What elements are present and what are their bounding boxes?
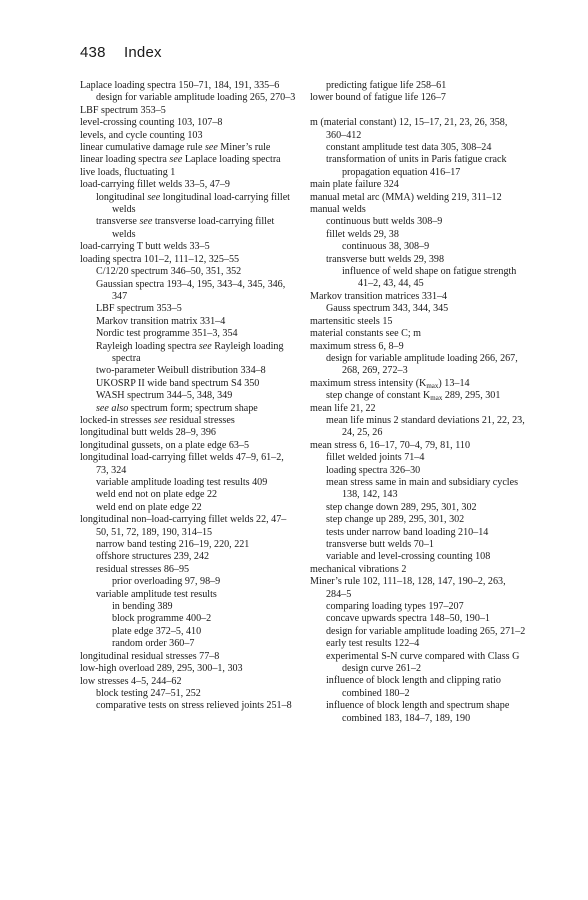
- entry-text: Rayleigh loading spectra: [96, 340, 199, 352]
- entry-text: Laplace loading spectra: [182, 154, 281, 166]
- index-subentry: comparative tests on stress relieved joints 251–8: [96, 700, 292, 712]
- index-subentry: [80, 403, 298, 415]
- entry-gap: [310, 105, 528, 117]
- index-entry: live loads, fluctuating 1: [80, 166, 176, 178]
- index-entry: longitudinal non–load-carrying fillet welds 22, 47–50, 51, 72, 189, 190, 314–15: [80, 514, 287, 538]
- index-subentry: continuous 38, 308–9: [342, 241, 430, 253]
- cross-reference-marker: see: [198, 340, 212, 352]
- entry-text: Miner’s rule: [217, 142, 271, 154]
- index-entry: longitudinal gussets, on a plate edge 63–5: [80, 439, 250, 451]
- index-subentry: mean life minus 2 standard deviations 21, 22, 23, 24, 25, 26: [326, 414, 525, 439]
- index-subentry: early test results 122–4: [326, 638, 420, 650]
- index-entry: [80, 415, 298, 427]
- index-entry: loading spectra 101–2, 111–12, 325–55: [80, 253, 240, 265]
- index-subentry: [310, 390, 528, 402]
- index-subentry: constant amplitude test data 305, 308–24: [326, 142, 492, 154]
- index-entry: load-carrying T butt welds 33–5: [80, 241, 210, 253]
- page-number: 438: [80, 44, 106, 61]
- index-subentry: fillet welds 29, 38: [326, 228, 399, 240]
- index-entry: Miner’s rule 102, 111–18, 128, 147, 190–2, 263, 284–5: [310, 576, 506, 600]
- cross-reference-marker: see: [139, 216, 153, 228]
- index-subentry: residual stresses 86–95: [96, 563, 190, 575]
- index-subentry: weld end on plate edge 22: [96, 501, 202, 513]
- index-subentry: [80, 216, 298, 241]
- index-entry: [310, 378, 528, 390]
- index-subentry: influence of weld shape on fatigue strength 41–2, 43, 44, 45: [342, 266, 517, 290]
- index-subentry: Gaussian spectra 193–4, 195, 343–4, 345, 346, 347: [96, 278, 286, 302]
- index-subentry: block testing 247–51, 252: [96, 687, 201, 699]
- index-subentry: tests under narrow band loading 210–14: [326, 526, 489, 538]
- index-subentry: predicting fatigue life 258–61: [326, 80, 447, 91]
- index-entry: lower bound of fatigue life 126–7: [310, 92, 446, 104]
- index-entry: level-crossing counting 103, 107–8: [80, 117, 223, 129]
- index-subentry: block programme 400–2: [112, 613, 212, 625]
- entry-text: Rayleigh loading spectra: [112, 340, 284, 364]
- index-subentry: variable amplitude test results: [96, 588, 217, 600]
- index-subentry: transverse butt welds 70–1: [326, 539, 434, 551]
- index-subentry: WASH spectrum 344–5, 348, 349: [96, 390, 233, 402]
- index-entry: mechanical vibrations 2: [310, 563, 407, 575]
- index-entry: longitudinal butt welds 28–9, 396: [80, 427, 216, 439]
- index-subentry: fillet welded joints 71–4: [326, 452, 425, 464]
- index-entry: maximum stress 6, 8–9: [310, 340, 404, 352]
- index-subentry: variable and level-crossing counting 108: [326, 551, 491, 563]
- index-entry: [80, 154, 298, 166]
- index-entry: levels, and cycle counting 103: [80, 129, 203, 141]
- index-entry: low-high overload 289, 295, 300–1, 303: [80, 663, 243, 675]
- index-subentry: two-parameter Weibull distribution 334–8: [96, 365, 266, 377]
- cross-reference-marker: see: [154, 414, 167, 426]
- index-subentry: LBF spectrum 353–5: [96, 303, 182, 315]
- index-subentry: transverse butt welds 29, 398: [326, 253, 445, 265]
- entry-text: 289, 295, 301: [442, 390, 501, 402]
- cross-reference-marker: see: [169, 154, 183, 166]
- index-entry: [80, 142, 298, 154]
- index-entry: mean stress 6, 16–17, 70–4, 79, 81, 110: [310, 439, 470, 451]
- entry-text: spectrum form; spectrum shape: [128, 402, 258, 414]
- entry-text: step change of constant K: [326, 390, 431, 402]
- index-subentry: Markov transition matrix 331–4: [96, 315, 226, 327]
- index-subentry: in bending 389: [112, 601, 173, 613]
- index-entry: main plate failure 324: [310, 179, 399, 191]
- index-entry: martensitic steels 15: [310, 315, 393, 327]
- cross-reference-marker: see also: [96, 402, 129, 414]
- index-subentry: step change down 289, 295, 301, 302: [326, 501, 477, 513]
- index-subentry: step change up 289, 295, 301, 302: [326, 514, 465, 526]
- index-column-left: [80, 80, 298, 713]
- index-subentry: transformation of units in Paris fatigue crack propagation equation 416–17: [326, 154, 507, 178]
- index-subentry: influence of block length and clipping ratio combined 180–2: [326, 675, 501, 699]
- page-header: [80, 44, 162, 61]
- index-entry: material constants see C; m: [310, 328, 422, 340]
- entry-text: longitudinal: [96, 191, 148, 203]
- index-entry: load-carrying fillet welds 33–5, 47–9: [80, 179, 230, 191]
- index-subentry: weld end not on plate edge 22: [96, 489, 218, 501]
- index-subentry: design for variable amplitude loading 265, 270–3: [96, 92, 296, 104]
- index-subentry: prior overloading 97, 98–9: [112, 576, 221, 588]
- index-subentry: Nordic test programme 351–3, 354: [96, 328, 238, 340]
- index-entry: longitudinal load-carrying fillet welds 47–9, 61–2, 73, 324: [80, 452, 284, 476]
- index-entry: Laplace loading spectra 150–71, 184, 191, 335–6: [80, 80, 280, 91]
- entry-text: ) 13–14: [438, 377, 470, 389]
- index-entry: m (material constant) 12, 15–17, 21, 23, 26, 358, 360–412: [310, 117, 508, 141]
- entry-text: linear loading spectra: [80, 154, 170, 166]
- entry-text: longitudinal load-carrying fillet welds: [112, 191, 290, 216]
- index-entry: manual welds: [310, 204, 366, 216]
- entry-text: transverse: [96, 216, 140, 228]
- index-subentry: [80, 192, 298, 217]
- index-entry: longitudinal residual stresses 77–8: [80, 650, 220, 662]
- index-subentry: variable amplitude loading test results 409: [96, 477, 268, 488]
- entry-text: linear cumulative damage rule: [80, 142, 205, 154]
- index-subentry: offshore structures 239, 242: [96, 551, 210, 563]
- index-subentry: UKOSRP II wide band spectrum S4 350: [96, 377, 260, 389]
- index-subentry: concave upwards spectra 148–50, 190–1: [326, 613, 490, 625]
- index-subentry: influence of block length and spectrum shape combined 183, 184–7, 189, 190: [326, 700, 510, 724]
- entry-text: locked-in stresses: [80, 414, 155, 426]
- index-entry: LBF spectrum 353–5: [80, 104, 166, 116]
- index-subentry: comparing loading types 197–207: [326, 601, 464, 613]
- index-subentry: plate edge 372–5, 410: [112, 625, 202, 637]
- subscript-text: max: [430, 394, 443, 403]
- index-subentry: loading spectra 326–30: [326, 464, 421, 476]
- subscript-text: max: [426, 381, 439, 390]
- index-subentry: continuous butt welds 308–9: [326, 216, 443, 228]
- entry-text: transverse load-carrying fillet welds: [112, 216, 275, 240]
- index-subentry: Gauss spectrum 343, 344, 345: [326, 303, 449, 315]
- entry-text: residual stresses: [166, 414, 235, 426]
- index-entry: manual metal arc (MMA) welding 219, 311–12: [310, 191, 502, 203]
- cross-reference-marker: see: [205, 142, 218, 154]
- entry-text: maximum stress intensity (K: [310, 377, 427, 389]
- index-entry: Markov transition matrices 331–4: [310, 290, 448, 302]
- index-subentry: design for variable amplitude loading 265, 271–2: [326, 625, 526, 637]
- index-subentry: C/12/20 spectrum 346–50, 351, 352: [96, 266, 242, 278]
- index-subentry: random order 360–7: [112, 638, 195, 650]
- index-subentry: design for variable amplitude loading 266, 267, 268, 269, 272–3: [326, 352, 518, 377]
- index-column-right: [310, 80, 528, 725]
- cross-reference-marker: see: [147, 191, 161, 203]
- index-entry: low stresses 4–5, 244–62: [80, 675, 182, 687]
- index-subentry: experimental S-N curve compared with Class G design curve 261–2: [326, 650, 520, 675]
- index-subentry: [80, 341, 298, 366]
- index-entry: mean life 21, 22: [310, 402, 376, 414]
- index-subentry: mean stress same in main and subsidiary cycles 138, 142, 143: [326, 476, 519, 501]
- page-title: Index: [124, 44, 162, 61]
- index-subentry: narrow band testing 216–19, 220, 221: [96, 539, 250, 551]
